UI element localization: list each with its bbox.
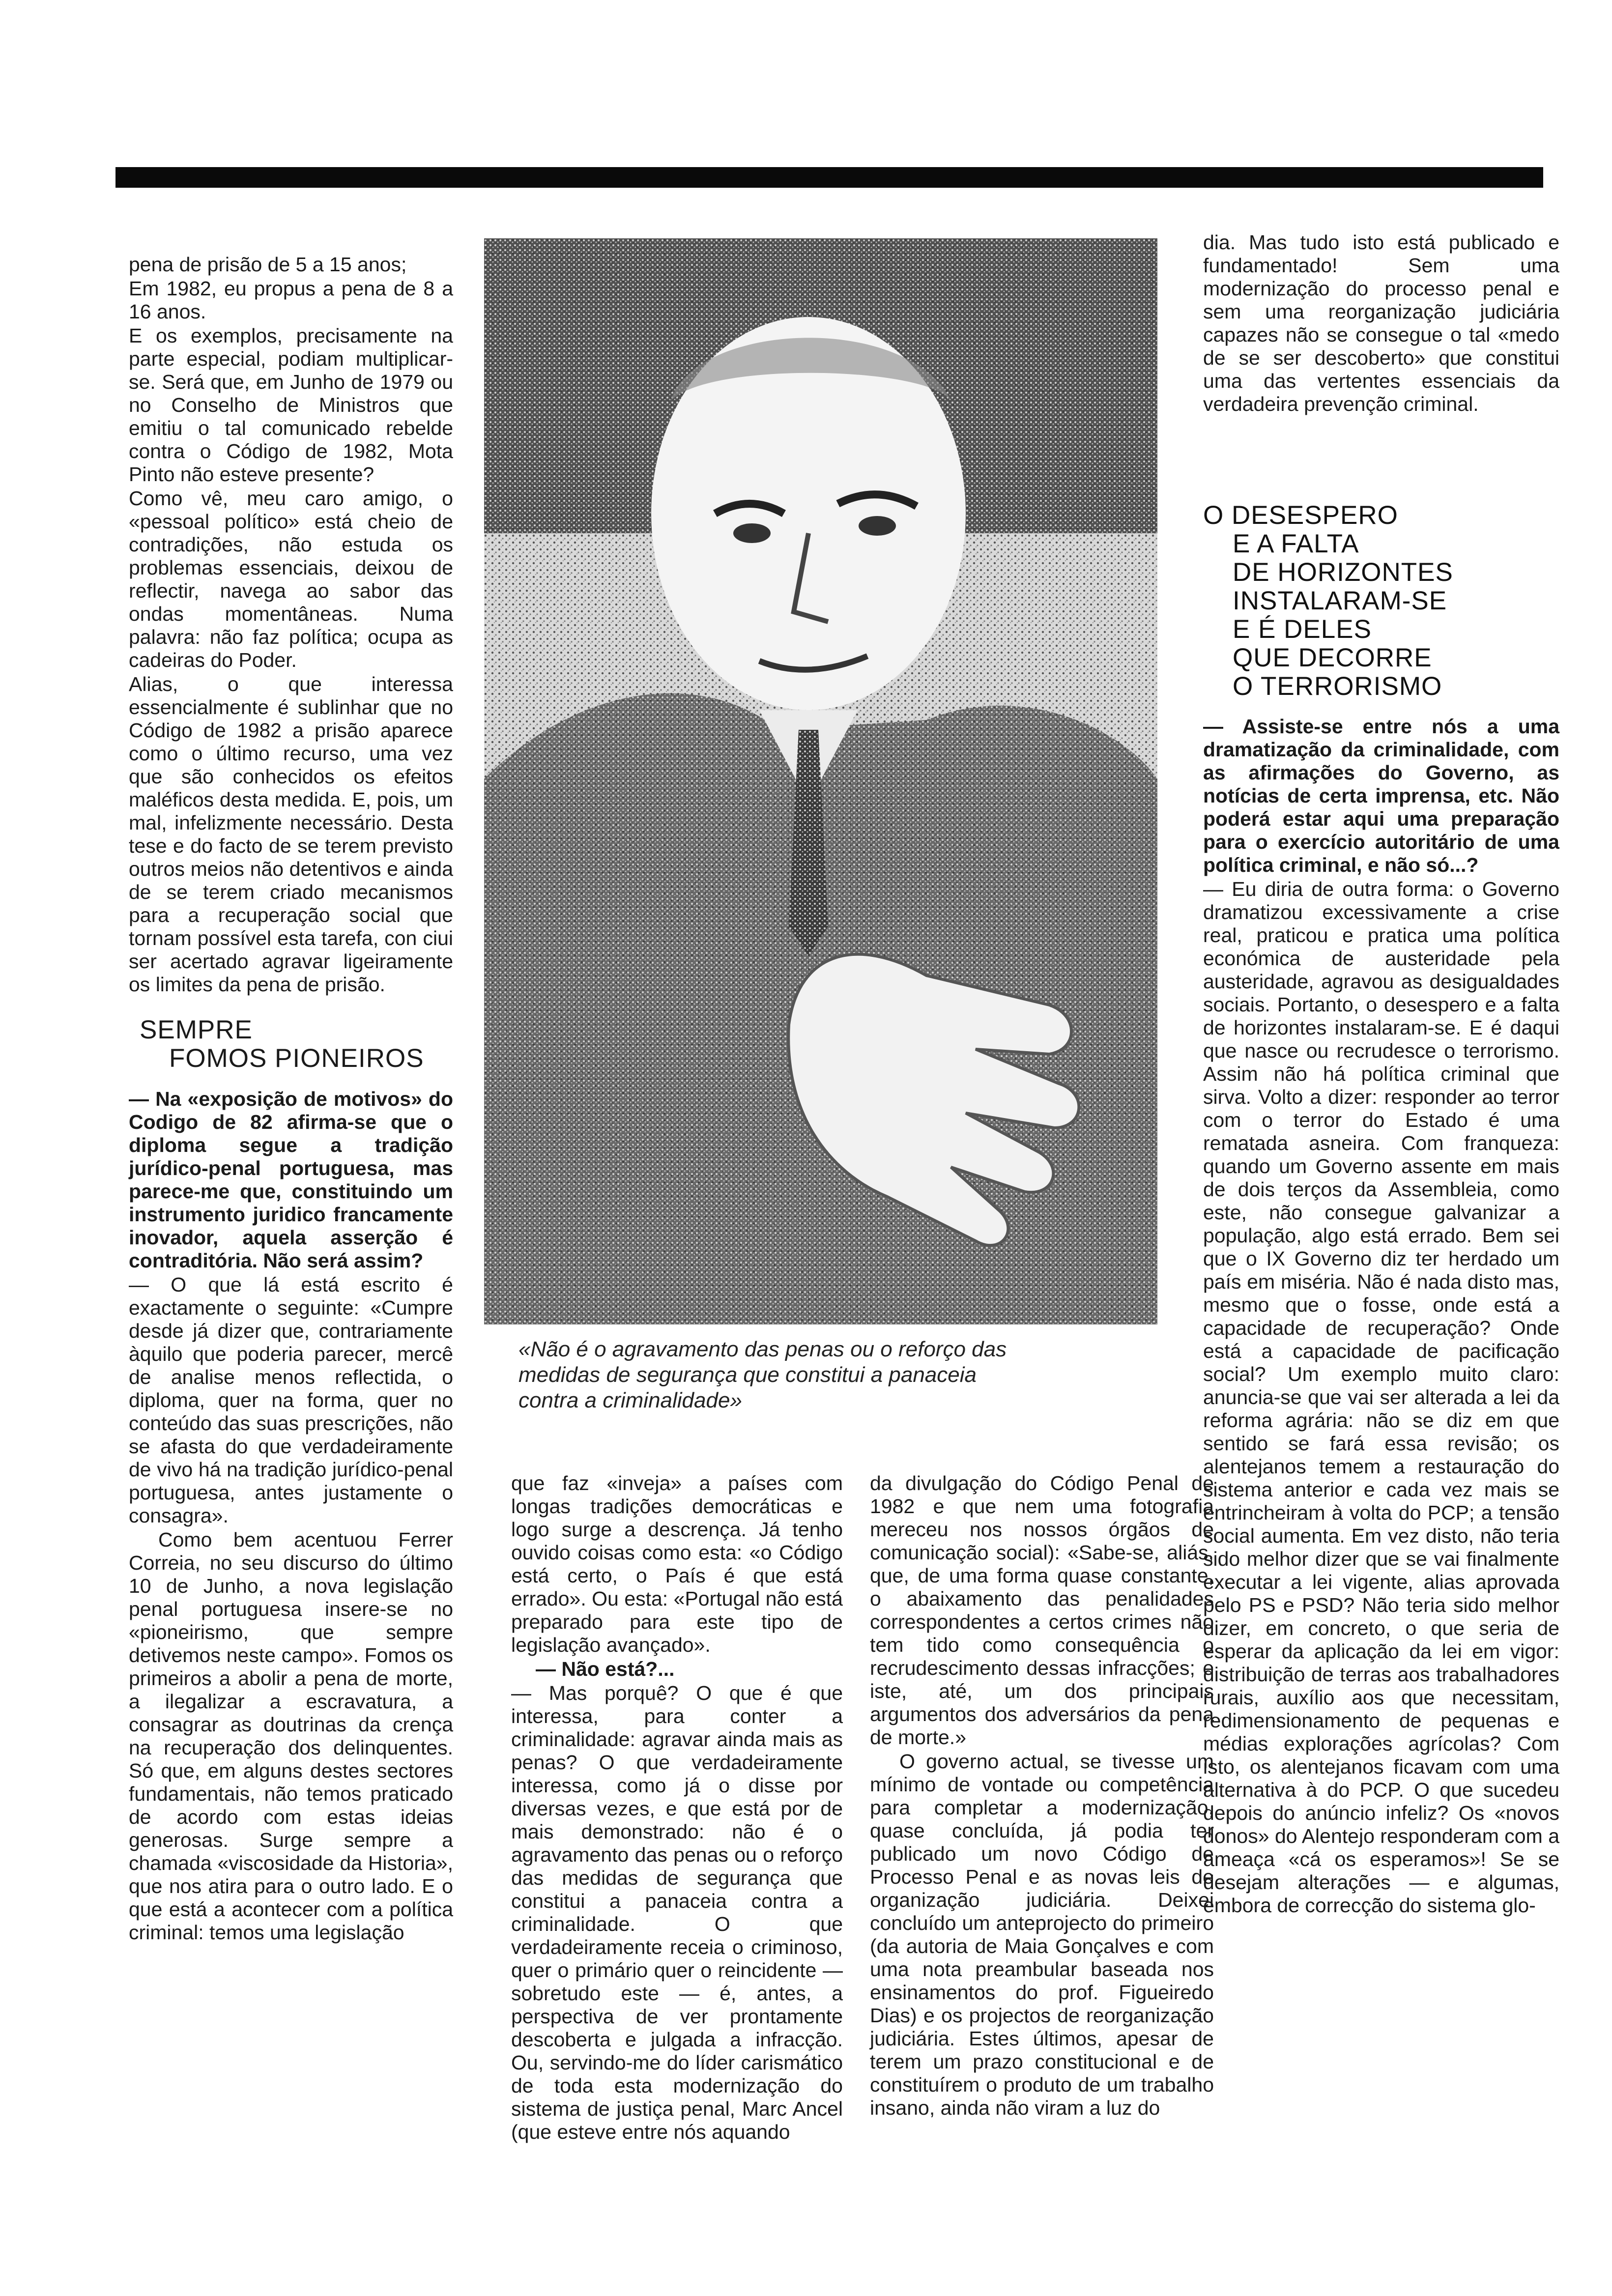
headline-line: E É DELES (1233, 615, 1372, 644)
photo-caption (518, 1337, 1157, 1413)
column-right-top (1203, 231, 1559, 416)
subheading-line: SEMPRE (140, 1015, 253, 1044)
paragraph: E os exemplos, precisamente na parte especial, podiam multiplicar-se. Será que, em Junho de 1979 ou no Conselho de Ministros que emitiu o tal comunicado rebelde contra o Código de 1982, Mota Pinto não esteve presente? (129, 324, 453, 486)
headline-line: QUE DECORRE (1233, 643, 1432, 672)
header-rule (115, 167, 1543, 188)
headline-line: DE HORIZONTES (1233, 558, 1453, 587)
paragraph: pena de prisão de 5 a 15 anos; (129, 253, 407, 276)
column-mid-right (870, 1472, 1214, 2120)
paragraph: — O que lá está escrito é exactamente o seguinte: «Cumpre desde já dizer que, contrariamente àquilo que poderia parecer, mercê de analise menos reflectida, o diploma, quer na forma, quer no conteúdo das suas prescrições, não se afasta do que verdadeiramente de vivo há na tradição jurídico-penal portuguesa, antes justamente o consagra». (129, 1273, 453, 1527)
subheading-line: FOMOS PIONEIROS (169, 1044, 424, 1073)
caption-line: «Não é o agravamento das penas ou o reforço das (518, 1337, 1007, 1361)
paragraph: da divulgação do Código Penal de 1982 e que nem uma fotografia mereceu nos nossos órgãos de comunicação social): «Sabe-se, aliás, que, de uma forma quase constante, o abaixamento das penalidades correspondentes a certos crimes não tem tido como consequência o recrudescimento dessas infracções; e iste, até, um dos principais argumentos dos adversários da pena de morte.» (870, 1472, 1214, 1749)
paragraph: Em 1982, eu propus a pena de 8 a 16 anos. (129, 277, 453, 323)
headline-line: INSTALARAM-SE (1233, 586, 1447, 615)
paragraph: — Eu diria de outra forma: o Governo dramatizou excessivamente a crise real, praticou e pratica uma política económica de austeridade pela austeridade, agravou as desigualdades sociais. Portanto, o desespero e a falta de horizontes instalaram-se. E é daqui que nasce ou recrudesce o terrorismo. Assim não há política criminal que sirva. Volto a dizer: responder ao terror com o terror do Estado é uma rematada asneira. Com franqueza: quando um Governo assente em mais de dois terços da Assembleia, como este, não consegue galvanizar a população, algo está errado. Bem sei que o IX Governo diz ter herdado um país em miséria. Não é nada disto mas, mesmo que o fosse, onde está a capacidade de recuperação? Onde está a capacidade de pacificação social? Um exemplo muito claro: anuncia-se que vai ser alterada a lei da reforma agrária: não se diz em que sentido se fará essa revisão; os alentejanos temem a restauração do sistema anterior e cada vez mais se entrincheiram à volta do PCP; a tensão social aumenta. Em vez disto, não teria sido melhor dizer que se vai finalmente executar a lei vigente, alias aprovada pelo PS e PSD? Não teria sido melhor dizer, em concreto, o que seria de esperar da aplicação da lei em vigor: distribuição de terras aos trabalhadores rurais, auxílio aos que necessitam, redimensionamento de pequenas e médias explorações agrícolas? Com isto, os alentejanos ficavam com uma alternativa à do PCP. O que sucedeu depois do anúncio infeliz? Os «novos donos» do Alentejo responderam com a ameaça «cá os esperamos»! Se se desejam alterações — e algumas, embora de correcção do sistema glo- (1203, 878, 1559, 1917)
section-headline (1203, 501, 1557, 701)
paragraph: O governo actual, se tivesse um mínimo de vontade ou competência para completar a modernização, quase concluída, já podia ter publicado um novo Código de Processo Penal e as novas leis de organização judiciária. Deixei concluído um anteprojecto do primeiro (da autoria de Maia Gonçalves e com uma nota preambular baseada nos ensinamentos do prof. Figueiredo Dias) e os projectos de reorganização judiciária. Estes últimos, apesar de terem um prazo constitucional e de constituírem o produto de um trabalho insano, ainda não viram a luz do (870, 1750, 1214, 2119)
column-mid-left (511, 1472, 843, 2144)
paragraph: Alias, o que interessa essencialmente é sublinhar que no Código de 1982 a prisão aparece como o último recurso, uma vez que são conhecidos os efeitos maléficos desta medida. E, pois, um mal, infelizmente necessário. Desta tese e do facto de se terem previsto outros meios não detentivos e ainda de se terem criado mecanismos para a recuperação social que tornam possível esta tarefa, con ciui ser acertado agravar ligeiramente os limites da pena de prisão. (129, 673, 453, 996)
paragraph: dia. Mas tudo isto está publicado e fundamentado! Sem uma modernização do processo penal e sem uma reorganização judiciária capazes não se consegue o tal «medo de se ser descoberto» que constitui uma das vertentes essenciais da verdadeira prevenção criminal. (1203, 231, 1559, 415)
paragraph: Como bem acentuou Ferrer Correia, no seu discurso do último 10 de Junho, a nova legislação penal portuguesa insere-se no «pioneirismo, que sempre detivemos neste campo». Fomos os primeiros a abolir a pena de morte, a ilegalizar a escravatura, a consagrar as doutrinas da crença na recuperação dos delinquentes. Só que, em alguns destes sectores fundamentais, não temos praticado de acordo com estas ideias generosas. Surge sempre a chamada «viscosidade da Historia», que nos atira para o outro lado. E o que está a acontecer com a política criminal: temos uma legislação (129, 1528, 453, 1944)
paragraph: — Mas porquê? O que é que interessa, para conter a criminalidade: agravar ainda mais as penas? O que verdadeiramente interessa, como já o disse por diversas vezes, e que está por de mais demonstrado: não é o agravamento das penas ou o reforço das medidas de segurança que constitui a panaceia contra a criminalidade. O que verdadeiramente receia o criminoso, quer o primário quer o reincidente — sobretudo este — é, antes, a perspectiva de ver prontamente descoberta e julgada a infracção. Ou, servindo-me do líder carismático de toda esta modernização do sistema de justiça penal, Marc Ancel (que esteve entre nós aquando (511, 1682, 843, 2143)
paragraph: que faz «inveja» a países com longas tradições democráticas e logo surge a descrença. Já tenho ouvido coisas como esta: «o Código está certo, o País é que está errado». Ou esta: «Portugal não está preparado para este tipo de legislação avançado». (511, 1472, 843, 1656)
section-subheading (140, 1016, 453, 1073)
headline-line: O TERRORISMO (1233, 672, 1442, 701)
caption-line: medidas de segurança que constitui a panaceia (518, 1363, 977, 1387)
headline-line: E A FALTA (1233, 529, 1359, 558)
paragraph: — Não está?... (536, 1658, 675, 1680)
paragraph: — Assiste-se entre nós a uma dramatização da criminalidade, com as afirmações do Governo, as notícias de certa imprensa, etc. Não poderá estar aqui uma preparação para o exercício autoritário de uma política criminal, e não só...? (1203, 715, 1559, 876)
paragraph: — Na «exposição de motivos» do Codigo de 82 afirma-se que o diploma segue a tradição jurídico-penal portuguesa, mas parece-me que, constituindo um instrumento juridico francamente inovador, aquela asserção é contraditória. Não será assim? (129, 1088, 453, 1272)
paragraph: Como vê, meu caro amigo, o «pessoal político» está cheio de contradições, não estuda os problemas essenciais, deixou de reflectir, navega ao sabor das ondas momentâneas. Numa palavra: não faz política; ocupa as cadeiras do Poder. (129, 487, 453, 671)
caption-line: contra a criminalidade» (518, 1388, 742, 1412)
headline-line: O DESESPERO (1203, 501, 1398, 530)
portrait-photo (484, 238, 1157, 1324)
column-right (1203, 715, 1559, 1917)
column-left (129, 253, 453, 1944)
